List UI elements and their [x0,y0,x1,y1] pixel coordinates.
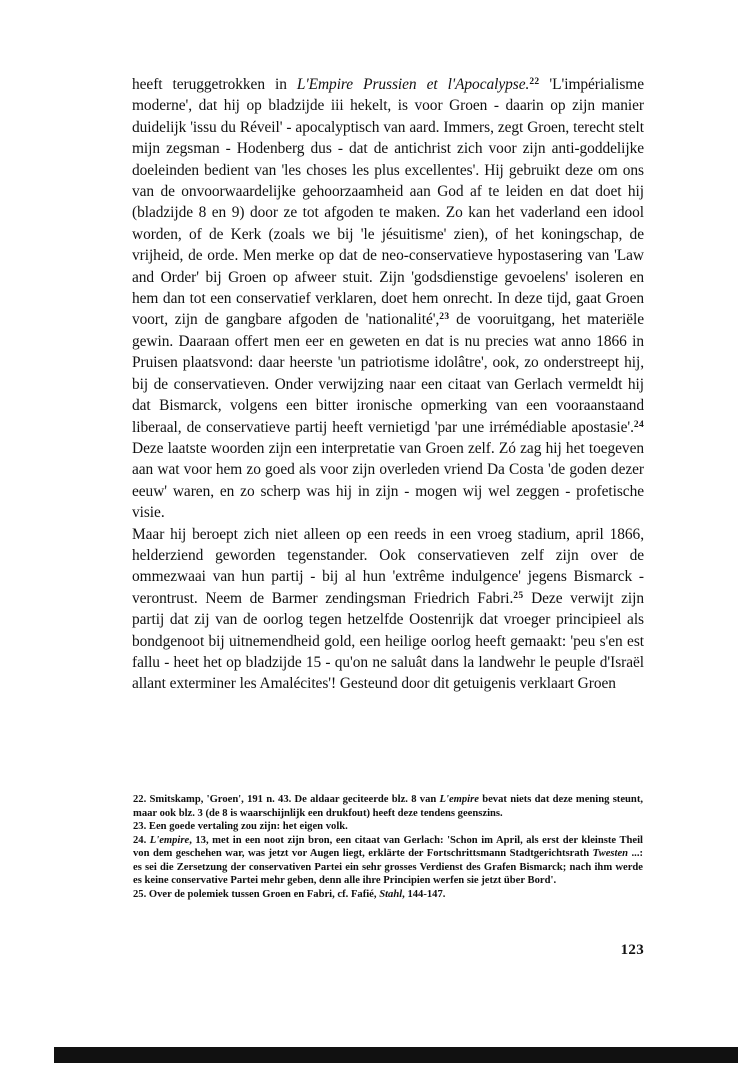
paragraph-2: Maar hij beroept zich niet alleen op een reeds in een vroeg stadium, april 1866, helderziend geworden tegenstander. Ook conservatieven zelf zijn over de ommezwaai van hun partij - bij al hun 'extrême indulgence' jegens Bismarck - verontrust. Neem de Barmer zendingsman Friedrich Fabri.$^{25}$ Deze verwijt zijn partij dat zij van de oorlog tegen hetzelfde Oostenrijk dat vroeger principieel als bondgenoot bij uitnemendheid gold, een heilige oorlog heeft gemaakt: 'peu s'en est fallu - heet het op bladzijde 15 - qu'on ne saluât dans la landwehr le peuple d'Israël allant exterminer les Amalécites'! Gesteund door dit getuigenis verklaart Groen [132,525,644,693]
book-title: L'Empire Prussien et l'Apocalypse. [296,76,530,93]
footnote-ref-22: 22 [529,76,540,87]
footnote-ref-25: 25 [513,590,524,601]
footnote-25: 25. Over de polemiek tussen Groen en Fabri, cf. Fafié, Stahl, 144-147. [133,888,446,900]
footnote-22: 22. Smitskamp, 'Groen', 191 n. 43. De aldaar geciteerde blz. 8 van L'empire bevat niets dat deze mening steunt, maar ook blz. 3 (de 8 is waarschijnlijk een drukfout) heeft deze tendens geenszins. [133,794,644,819]
scan-border [54,1047,738,1063]
footnotes [133,793,643,901]
footnote-ref-23: 23 [439,312,450,323]
paragraph-1: heeft teruggetrokken in L'Empire Prussien et l'Apocalypse.$^{22}$ 'L'impérialisme moderne', dat hij op bladzijde iii hekelt, is voor Groen - daarin op zijn manier duidelijk 'issu du Réveil' - apocalyptisch van aard. Immers, zegt Groen, terecht stelt mijn zegsman - Hodenberg dus - dat de antichrist zich voor zijn anti-goddelijke doeleinden bedient van 'les choses les plus excellentes'. Hij gebruikt deze om ons van de onvoorwaardelijke gehoorzaamheid aan God af te leiden en dat doet hij (bladzijde 8 en 9) door ze tot afgoden te maken. Zo kan het vaderland een idool worden, of de Kerk (zoals we bij 'le jésuitisme' zien), of het koningschap, de vrijheid, de orde. Men merke op dat de neo-conservatieve hypostasering van 'Law and Order' bij Groen op afweer stuit. Zijn 'godsdienstige gevoelens' isoleren en hem dan tot een conservatief verklaren, doet hem onrecht. In deze tijd, gaat Groen voort, zijn de gangbare afgoden de 'nationalité',$^{23}$ de vooruitgang, het materiële gewin. Daaraan offert men eer en geweten en dat is nu precies wat anno 1866 in Pruisen plaatsvond: daar heerste 'un patriotisme idolâtre', ook, zo onderstreept hij, bij de conservatieven. Onder verwijzing naar een citaat van Gerlach vermeldt hij dat Bismarck, volgens een bitter ironische opmerking van een vooraanstaand liberaal, de conservatieve partij heeft vernietigd 'par une irrémédiable apostasie'.$^{24}$ Deze laatste woorden zijn een interpretatie van Groen zelf. Zó zag hij het toegeven aan wat voor hem zo goed als voor zijn overleden vriend Da Costa 'de goden dezer eeuw' waren, en zo scherp was hij in zijn - mogen wij wel zeggen - profetische visie. [132,76,644,522]
footnote-ref-24: 24 [633,419,644,430]
main-text [132,74,644,695]
footnote-23: 23. Een goede vertaling zou zijn: het eigen volk. [133,821,348,832]
page-number: 123 [620,942,644,958]
footnote-24: 24. L'empire, 13, met in een noot zijn bron, een citaat van Gerlach: 'Schon im April, als erst der kleinste Theil von dem geschehen war, was jetzt vor Augen liegt, erklärte der Fortschrittsmann Stadtgerichtsrath Twesten ...: es sei die Zersetzung der conservativen Partei ein sehr grosses Verdienst des Grafen Bismarck; nach ihm werde es keine conservative Partei mehr geben, denn alle ihre Principien werfen sie jetzt über Bord'. [133,834,644,886]
